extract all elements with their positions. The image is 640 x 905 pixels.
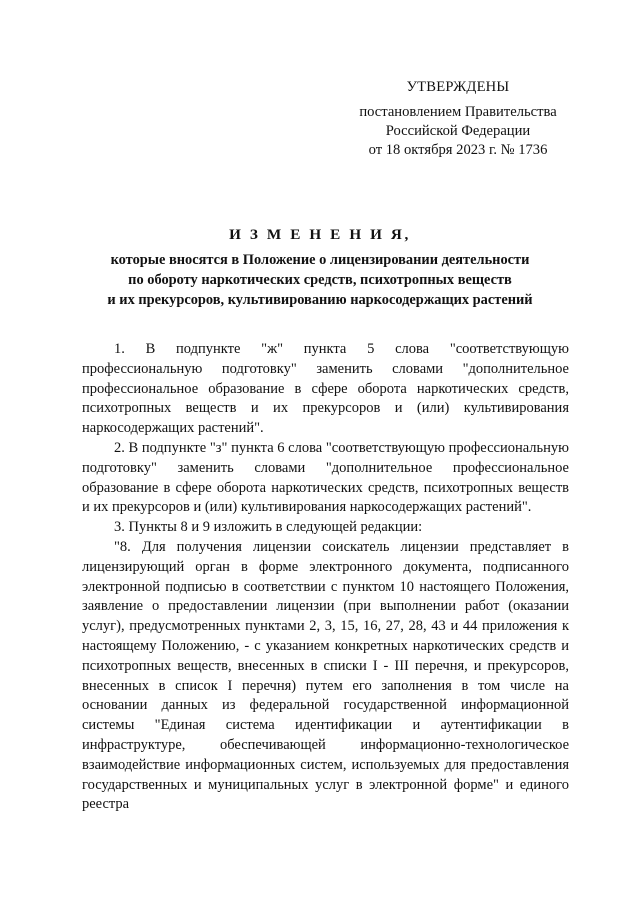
approval-line: Российской Федерации (385, 123, 531, 139)
approval-block (340, 78, 576, 160)
approval-date-line: от 18 октября 2023 г. № 1736 (368, 142, 548, 158)
approval-line: постановлением Правительства (359, 104, 557, 120)
subtitle-line: по обороту наркотических средств, психотропных веществ (128, 272, 512, 288)
document-subtitle (70, 250, 570, 310)
paragraph-3: 3. Пункты 8 и 9 изложить в следующей редакции: (114, 519, 423, 536)
subtitle-line: которые вносятся в Положение о лицензировании деятельности (110, 252, 530, 268)
paragraph-2: 2. В подпункте "з" пункта 6 слова "соответствующую профессиональную подготовку" заменить словами "дополнительное профессиональное образование в сфере оборота наркотических средств, психотропных веществ и их прекурсоров и (или) культивирования наркосодержащих растений". (82, 439, 569, 516)
paragraph-1: 1. В подпункте "ж" пункта 5 слова "соответствующую профессиональную подготовку" заменить словами "дополнительное профессиональное образование в сфере оборота наркотических средств, психотропных веществ и их прекурсоров и (или) культивирования наркосодержащих растений". (82, 341, 569, 437)
paragraph-4: "8. Для получения лицензии соискатель лицензии представляет в лицензирующий орган в форме электронного документа, подписанного электронной подписью в соответствии с пунктом 10 настоящего Положения, заявление о предоставлении лицензии (при выполнении работ (оказании услуг), предусмотренных пунктами 2, 3, 15, 16, 27, 28, 43 и 44 приложения к настоящему Положению, - с указанием конкретных наркотических средств и психотропных веществ, внесенных в списки I - III перечня, и прекурсоров, внесенных в список I перечня) путем его заполнения в том числе на основании данных из федеральной государственной информационной системы "Единая система идентификации и аутентификации в инфраструктуре, обеспечивающей информационно-технологическое взаимодействие информационных систем, используемых для предоставления государственных и муниципальных услуг в электронной форме" и единого реестра (82, 538, 569, 813)
approval-heading: УТВЕРЖДЕНЫ (406, 79, 510, 95)
subtitle-line: и их прекурсоров, культивированию наркосодержащих растений (107, 292, 533, 308)
document-title: И З М Е Н Е Н И Я, (229, 226, 411, 243)
document-body (82, 340, 569, 815)
